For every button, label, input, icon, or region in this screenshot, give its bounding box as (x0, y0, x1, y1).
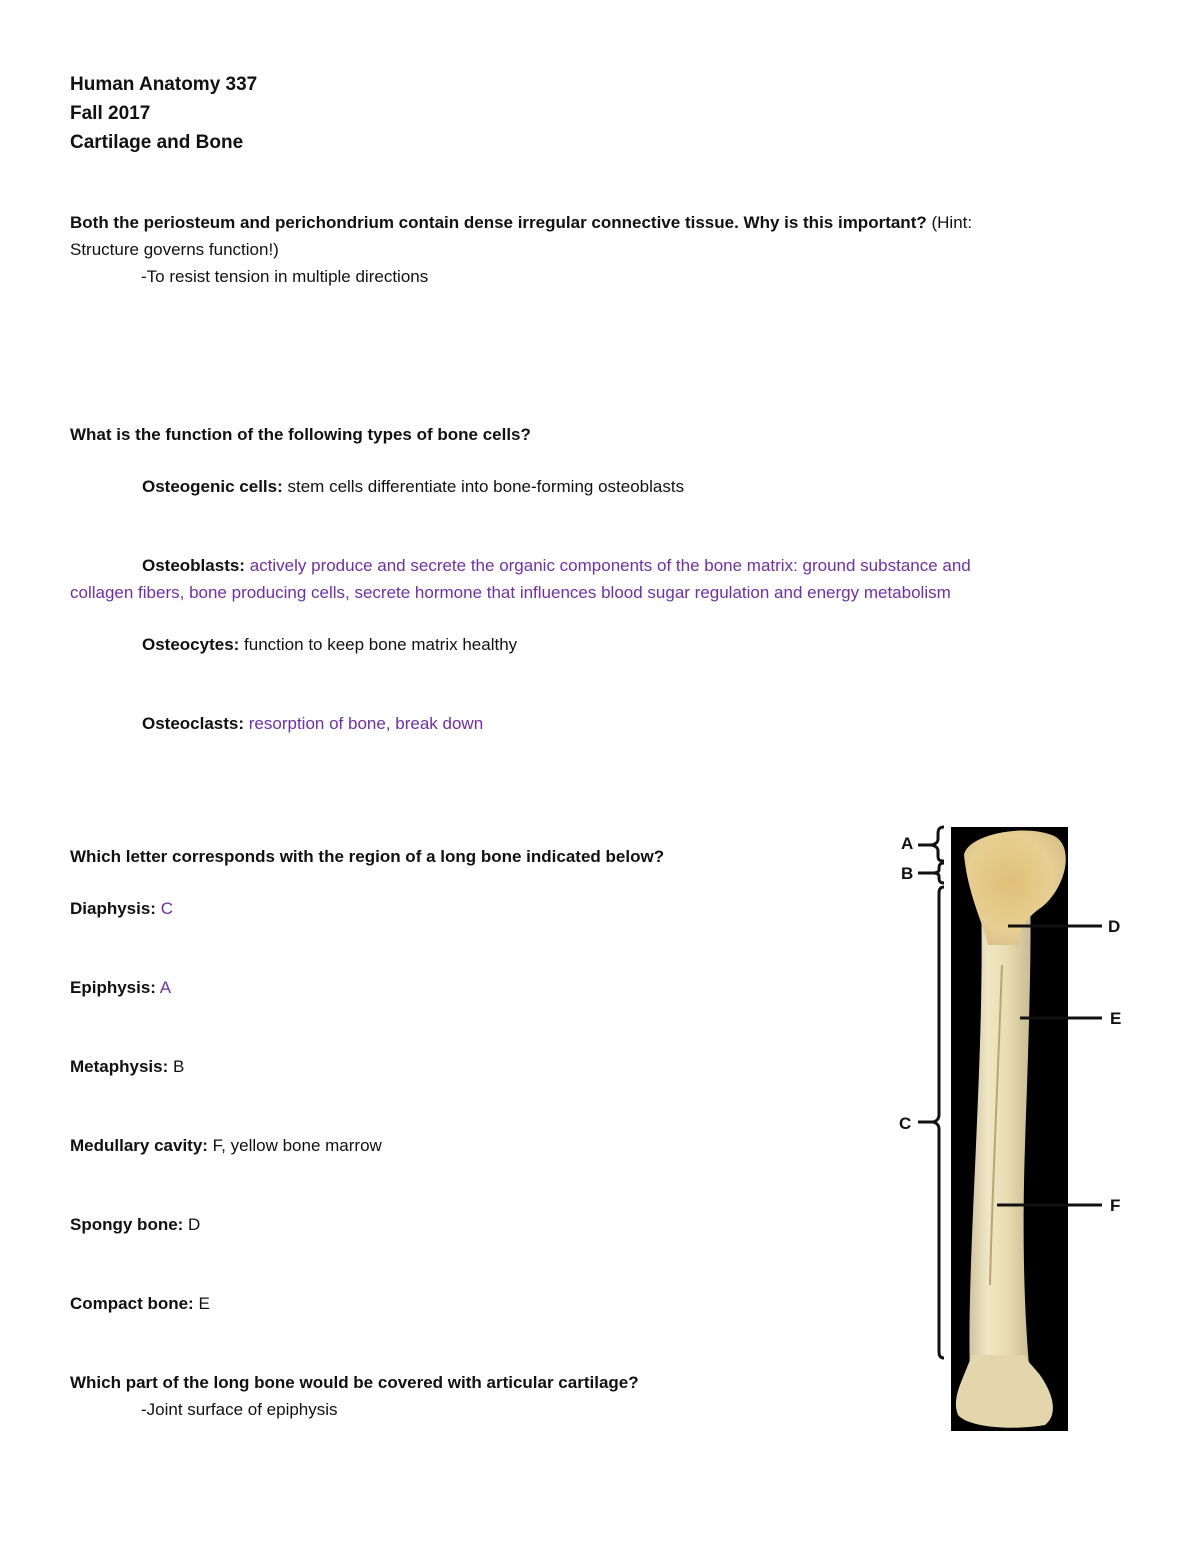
answer-spongy: D (183, 1215, 201, 1234)
question-3: Which letter corresponds with the region of a long bone indicated below? (70, 847, 665, 866)
term-osteocytes: Osteocytes: (142, 635, 240, 654)
long-bone-diagram (880, 815, 1140, 1440)
answer-osteocytes: function to keep bone matrix healthy (239, 635, 518, 654)
item-medullary (70, 1135, 382, 1157)
term-metaphysis: Metaphysis: (70, 1057, 169, 1076)
label-d: D (1108, 917, 1121, 936)
question-4: Which part of the long bone would be covered with articular cartilage? (70, 1373, 639, 1392)
term-osteogenic: Osteogenic cells: (142, 477, 283, 496)
label-c: C (899, 1114, 912, 1133)
item-osteoblasts (142, 555, 971, 577)
question-1 (70, 212, 972, 234)
answer-compact: E (193, 1294, 210, 1313)
term-spongy: Spongy bone: (70, 1215, 184, 1234)
answer-medullary: F, yellow bone marrow (207, 1136, 382, 1155)
question-1-hint: (Hint: (926, 213, 973, 232)
term-title: Fall 2017 (70, 103, 151, 124)
topic-title: Cartilage and Bone (70, 132, 244, 153)
answer-osteogenic: stem cells differentiate into bone-forming osteoblasts (282, 477, 685, 496)
answer-4: -Joint surface of epiphysis (141, 1400, 338, 1419)
question-1-hint-cont: Structure governs function!) (70, 240, 279, 259)
long-bone-figure (880, 815, 1140, 1440)
question-1-text: Both the periosteum and perichondrium contain dense irregular connective tissue. Why is this important? (70, 213, 927, 232)
answer-osteoblasts: actively produce and secrete the organic components of the bone matrix: ground substance and (244, 556, 971, 575)
answer-epiphysis: A (155, 978, 172, 997)
term-epiphysis: Epiphysis: (70, 978, 156, 997)
bracket-a (930, 827, 944, 861)
label-b: B (901, 864, 914, 883)
term-osteoclasts: Osteoclasts: (142, 714, 245, 733)
label-a: A (901, 834, 914, 853)
answer-osteoblasts-cont: collagen fibers, bone producing cells, secrete hormone that influences blood sugar regulation and energy metabolism (70, 583, 951, 602)
answer-metaphysis: B (168, 1057, 185, 1076)
item-epiphysis (70, 977, 171, 999)
term-compact: Compact bone: (70, 1294, 194, 1313)
question-2: What is the function of the following types of bone cells? (70, 425, 531, 444)
label-e: E (1110, 1009, 1122, 1028)
bracket-c (932, 887, 944, 1358)
item-osteocytes (142, 634, 517, 656)
item-diaphysis (70, 898, 173, 920)
item-spongy (70, 1214, 200, 1236)
item-metaphysis (70, 1056, 184, 1078)
course-title: Human Anatomy 337 (70, 74, 258, 95)
item-osteoclasts (142, 713, 483, 735)
bracket-lines (918, 827, 944, 1358)
term-medullary: Medullary cavity: (70, 1136, 208, 1155)
item-compact (70, 1293, 210, 1315)
bracket-b (933, 863, 944, 883)
item-osteogenic (142, 476, 684, 498)
answer-osteoclasts: resorption of bone, break down (244, 714, 484, 733)
term-diaphysis: Diaphysis: (70, 899, 156, 918)
label-f: F (1110, 1196, 1121, 1215)
answer-1: -To resist tension in multiple directions (141, 267, 429, 286)
term-osteoblasts: Osteoblasts: (142, 556, 245, 575)
answer-diaphysis: C (155, 899, 173, 918)
